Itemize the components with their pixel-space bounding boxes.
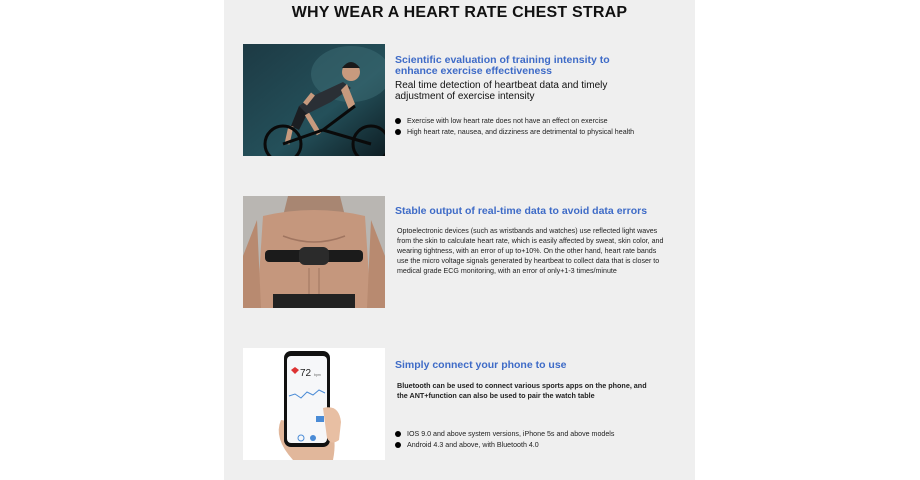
section-3-paragraph: Bluetooth can be used to connect various sports apps on the phone, and the ANT+function can also be used to pair the watch table	[397, 381, 647, 400]
section-2-heading: Stable output of real-time data to avoid data errors	[395, 205, 648, 217]
phone-bpm-unit: bpm	[314, 373, 321, 377]
bullet-dot-icon	[395, 118, 401, 124]
section-1-bullet-1	[395, 117, 608, 126]
chest-strap-photo	[243, 196, 385, 308]
phone-app-photo	[243, 348, 385, 460]
section-3-bullet-1	[395, 430, 614, 439]
section-2-paragraph: Optoelectronic devices (such as wristbands and watches) use reflected light waves from the skin to calculate heart rate, which is easily affected by sweat, skin color, and wearing tightness, with an error of up to+10%. On the other hand, heart rate bands use the micro voltage signals generated by heartbeat to collect data that is closer to medical grade ECG monitoring, with an error of only+1-3 times/minute	[397, 227, 664, 275]
phone-bpm-value: 72	[300, 368, 312, 379]
section-1-subheading: Real time detection of heartbeat data and timely adjustment of exercise intensity	[395, 80, 608, 102]
bullet-dot-icon	[395, 442, 401, 448]
bullet-dot-icon	[395, 431, 401, 437]
section-1-bullet-2	[395, 128, 634, 137]
content-panel	[224, 0, 695, 480]
page-title: WHY WEAR A HEART RATE CHEST STRAP	[291, 4, 628, 21]
section-3-heading: Simply connect your phone to use	[395, 359, 567, 371]
cyclist-photo	[243, 44, 385, 156]
bullet-dot-icon	[395, 129, 401, 135]
bullet-text: Android 4.3 and above, with Bluetooth 4.0	[407, 441, 539, 449]
section-1-heading: Scientific evaluation of training intensity to enhance exercise effectiveness	[395, 54, 610, 77]
section-3-bullet-2	[395, 441, 539, 450]
bullet-text: High heart rate, nausea, and dizziness are detrimental to physical health	[407, 128, 635, 136]
bullet-text: IOS 9.0 and above system versions, iPhone 5s and above models	[407, 430, 615, 438]
bullet-text: Exercise with low heart rate does not have an effect on exercise	[407, 117, 608, 125]
